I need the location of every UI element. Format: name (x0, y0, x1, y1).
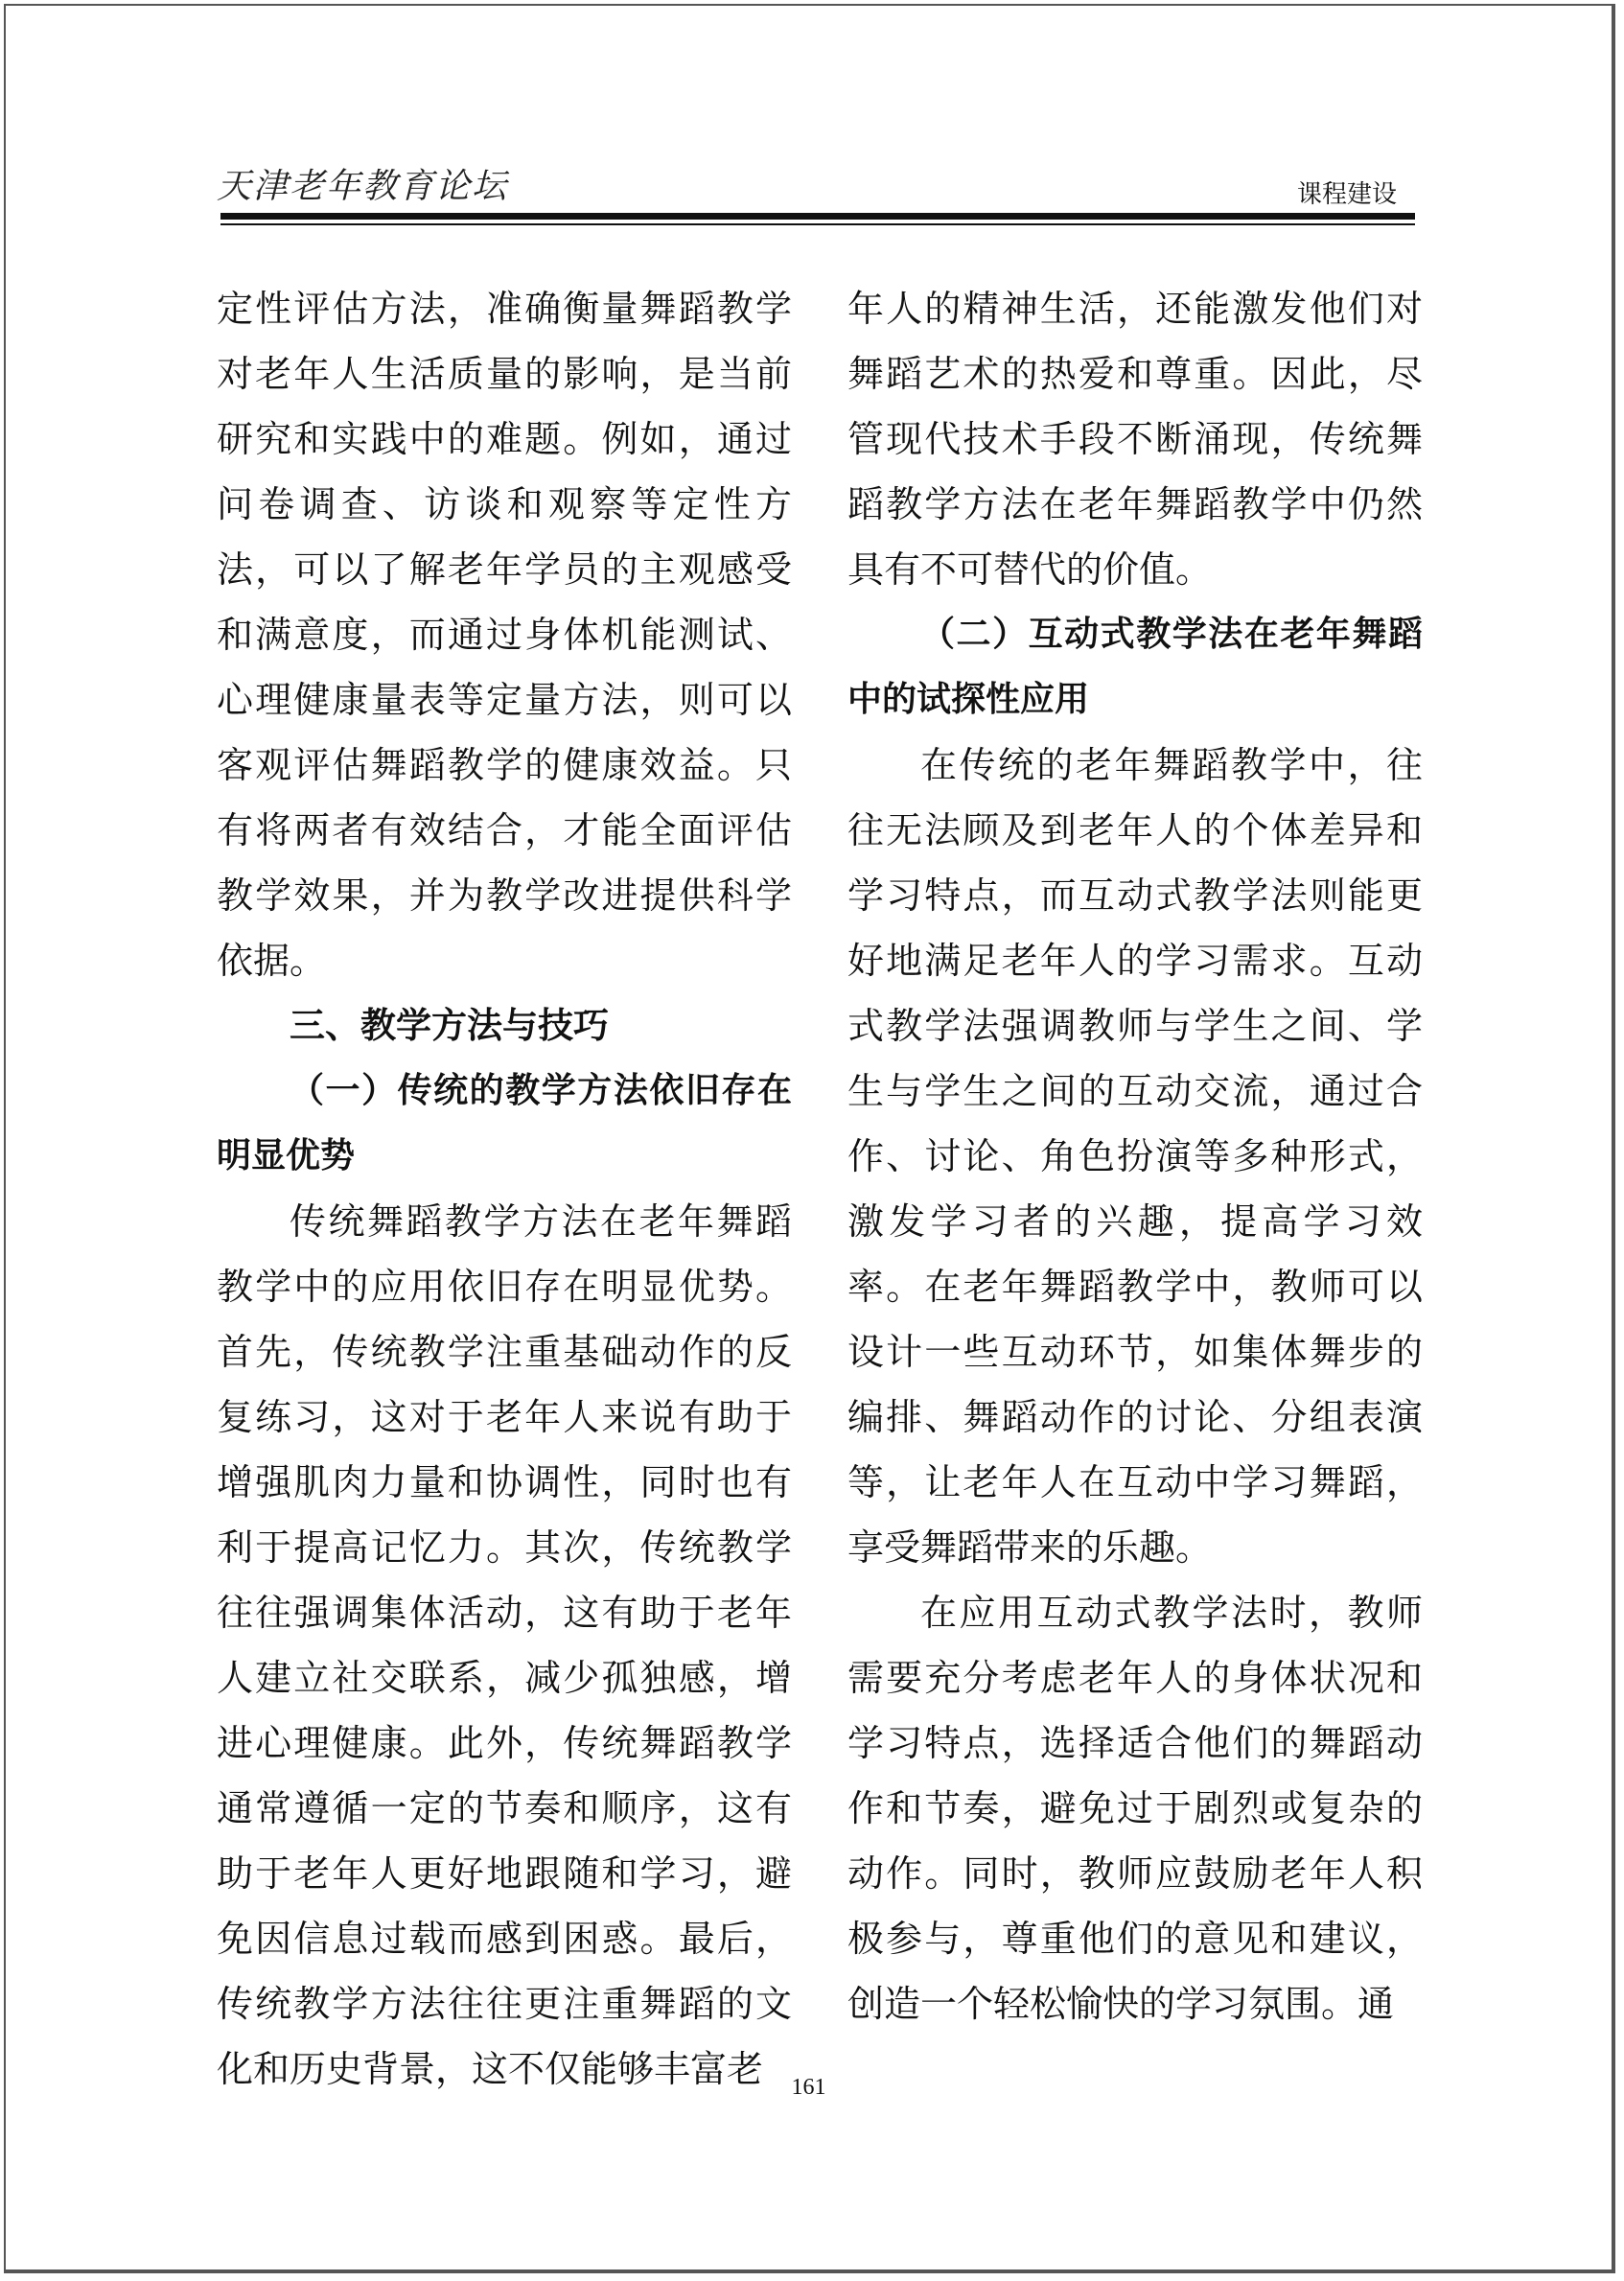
journal-masthead: 天津老年教育论坛 (217, 167, 509, 206)
subsection-heading-2: （二）互动式教学法在老年舞蹈中的试探性应用 (847, 615, 1423, 719)
subsection-heading-1: （一）传统的教学方法依旧存在明显优势 (217, 1071, 792, 1175)
left-paragraph-1: 定性评估方法，准确衡量舞蹈教学对老年人生活质量的影响，是当前研究和实践中的难题。例如，通过问卷调查、访谈和观察等定性方法，可以了解老年学员的主观感受和满意度，而通过身体机能测试、心理健康量表等定量方法，则可以客观评估舞蹈教学的健康效益。只有将两者有效结合，才能全面评估教学效果，并为教学改进提供科学依据。 (217, 288, 792, 982)
header-rule-thin (220, 223, 1415, 225)
header-rule-thick (220, 213, 1415, 220)
section-heading: 三、教学方法与技巧 (290, 1005, 609, 1046)
left-paragraph-2: 传统舞蹈教学方法在老年舞蹈教学中的应用依旧存在明显优势。首先，传统教学注重基础动作的反复练习，这对于老年人来说有助于增强肌肉力量和协调性，同时也有利于提高记忆力。其次，传统教学往往强调集体活动，这有助于老年人建立社交联系，减少孤独感，增进心理健康。此外，传统舞蹈教学通常遵循一定的节奏和顺序，这有助于老年人更好地跟随和学习，避免因信息过载而感到困惑。最后，传统教学方法往往更注重舞蹈的文化和历史背景，这不仅能够丰富老 (217, 1200, 792, 2090)
page-number: 161 (791, 2075, 826, 2100)
left-column (217, 276, 792, 2102)
right-paragraph-2: 在传统的老年舞蹈教学中，往往无法顾及到老年人的个体差异和学习特点，而互动式教学法则能更好地满足老年人的学习需求。互动式教学法强调教师与学生之间、学生与学生之间的互动交流，通过合作、讨论、角色扮演等多种形式，激发学习者的兴趣，提高学习效率。在老年舞蹈教学中，教师可以设计一些互动环节，如集体舞步的编排、舞蹈动作的讨论、分组表演等，让老年人在互动中学习舞蹈，享受舞蹈带来的乐趣。 (847, 744, 1423, 1569)
section-label: 课程建设 (1296, 180, 1397, 209)
page (4, 4, 1615, 2273)
right-paragraph-1: 年人的精神生活，还能激发他们对舞蹈艺术的热爱和尊重。因此，尽管现代技术手段不断涌现，传统舞蹈教学方法在老年舞蹈教学中仍然具有不可替代的价值。 (847, 288, 1423, 591)
right-column (847, 276, 1423, 2037)
right-paragraph-3: 在应用互动式教学法时，教师需要充分考虑老年人的身体状况和学习特点，选择适合他们的舞蹈动作和节奏，避免过于剧烈或复杂的动作。同时，教师应鼓励老年人积极参与，尊重他们的意见和建议，创造一个轻松愉快的学习氛围。通 (847, 1592, 1423, 2025)
